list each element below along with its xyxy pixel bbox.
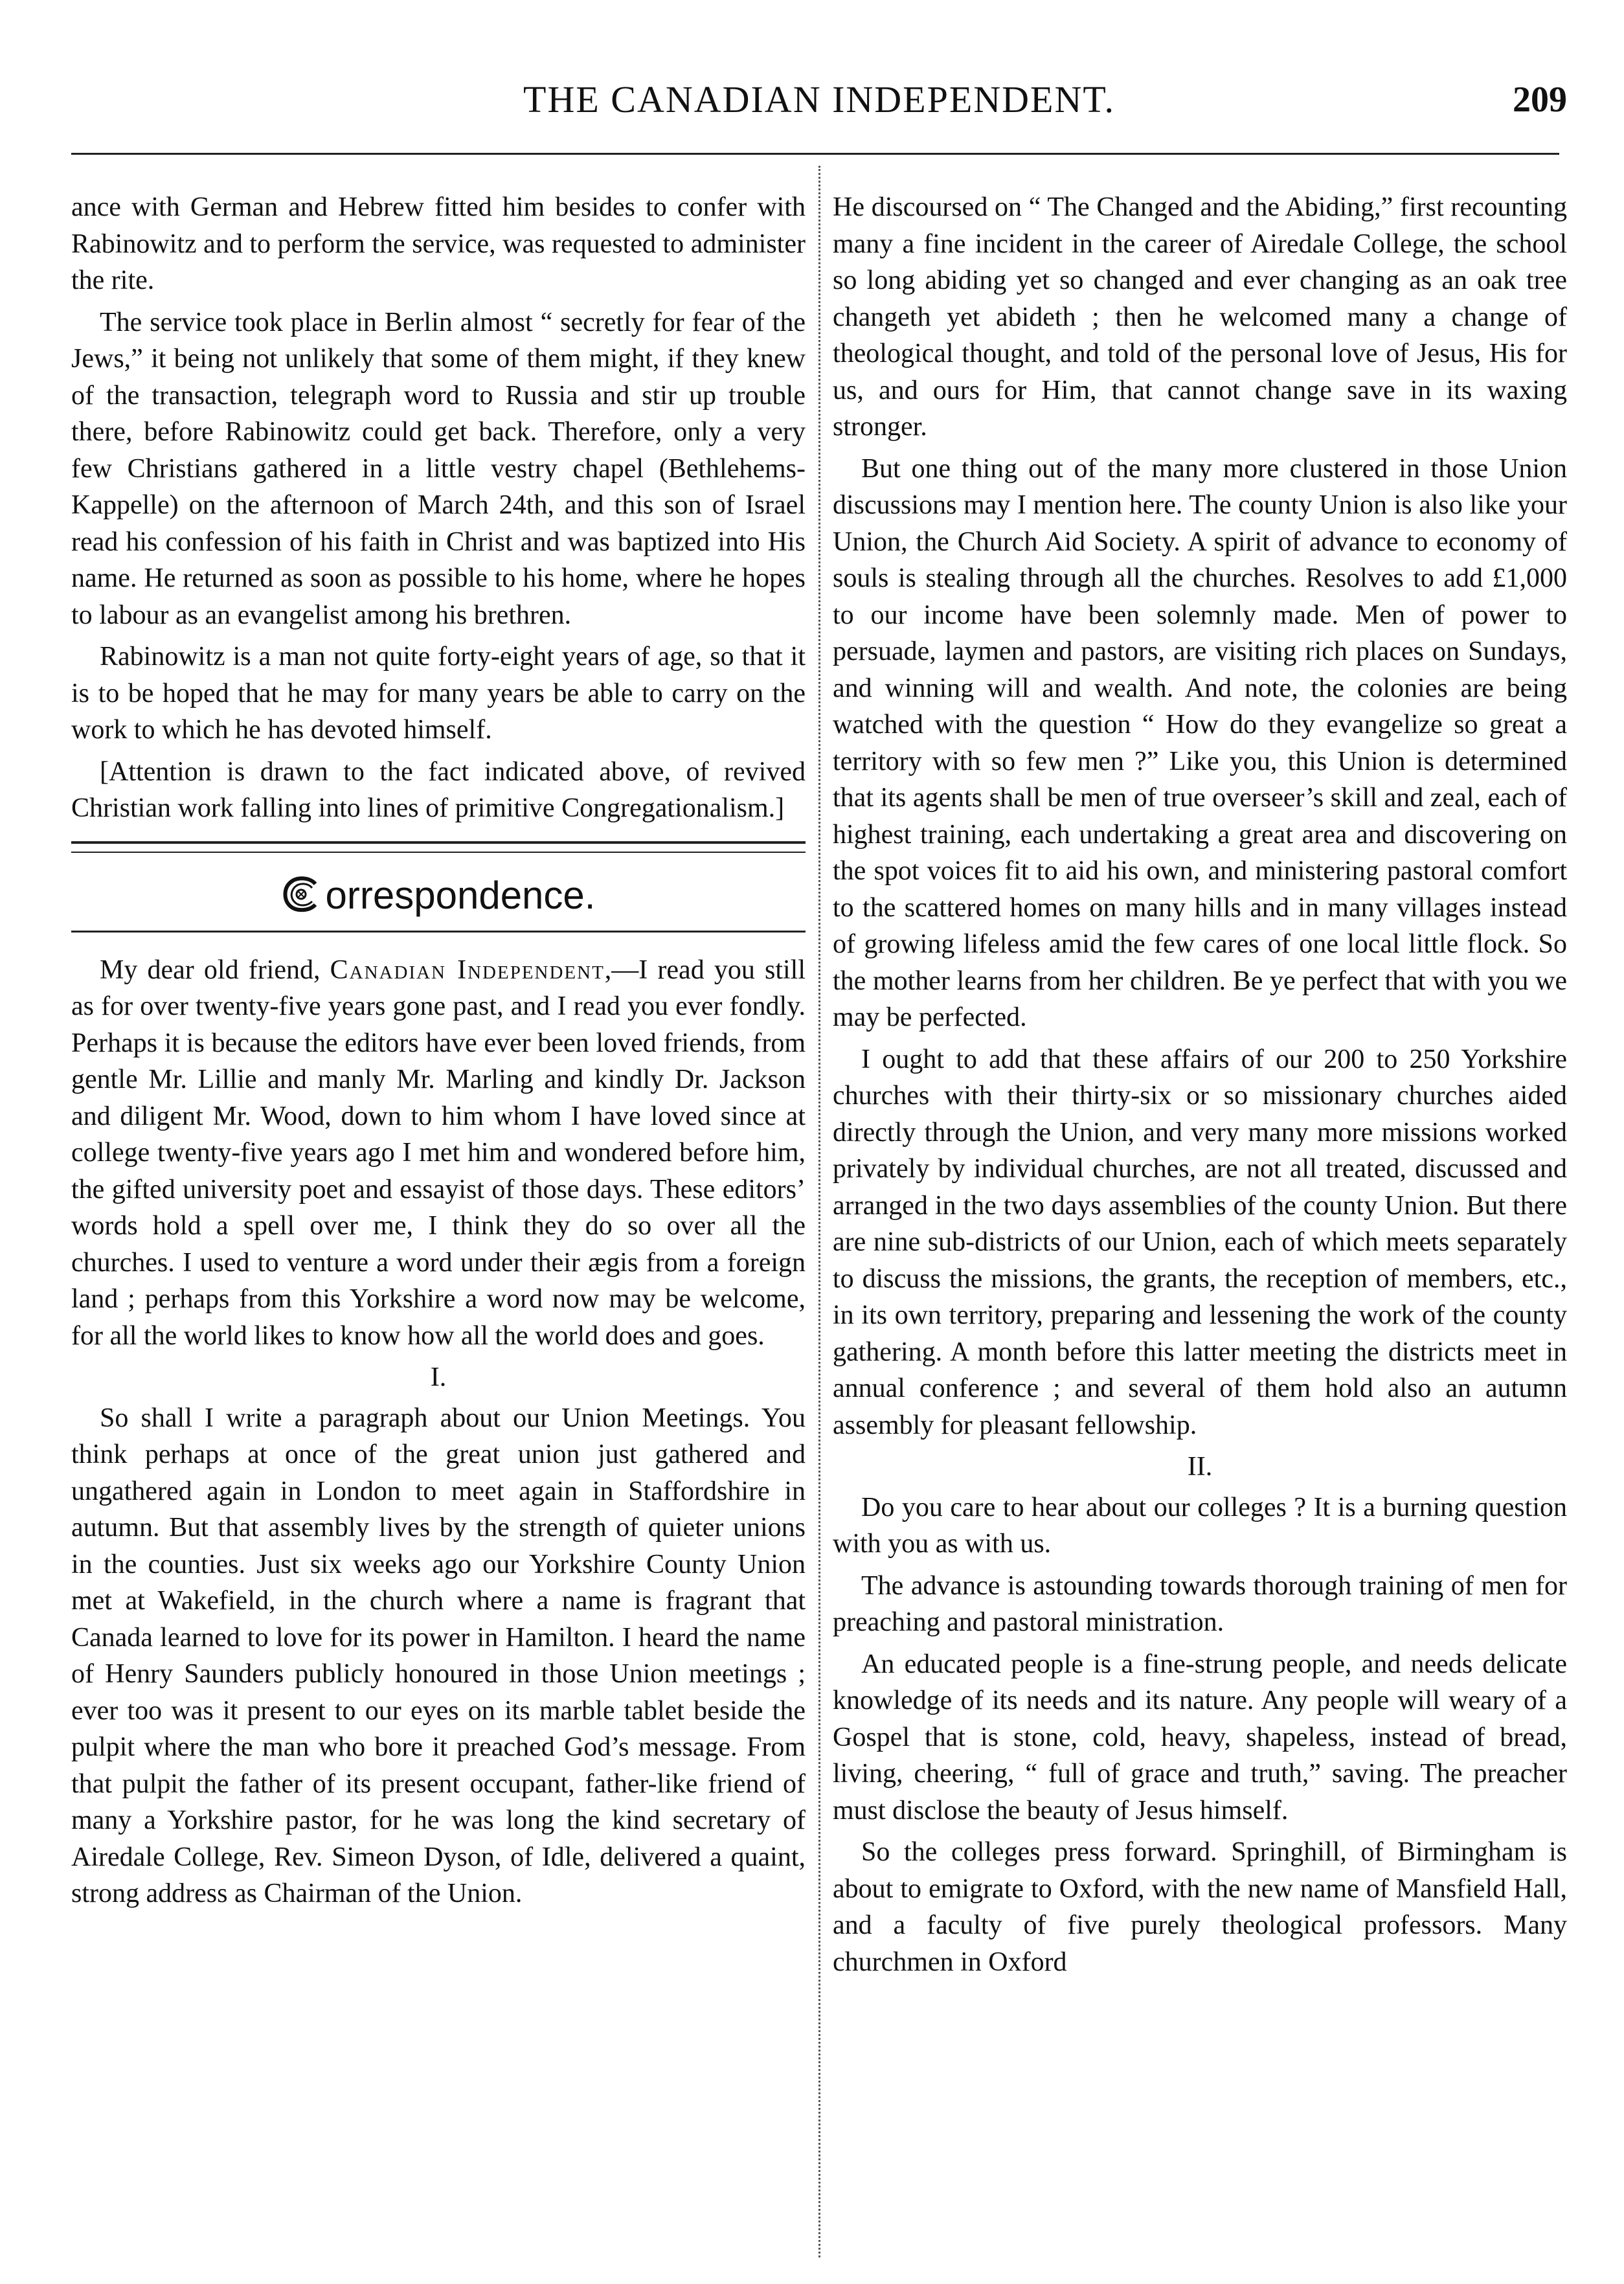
publication-title: THE CANADIAN INDEPENDENT. [523,78,1115,120]
right-paragraph-5: The advance is astounding towards thorough training of men for preaching and pastoral ministration. [833,1570,1567,1637]
right-paragraph-2: But one thing out of the many more clustered in those Union discussions may I mention here. The county Union is also like your Union, the Church Aid Society. A spirit of advance to economy of souls is stealing through all the churches. Resolves to add £1,000 to our income have been solemnly made. Men of power to persuade, laymen and pastors, are visiting rich places on Sundays, and winning will and wealth. And note, the colonies are being watched with the question “ How do they evangelize so great a territory with so few men ?” Like you, this Union is determined that its agents shall be men of true overseer’s skill and zeal, each of highest training, each undertaking a great area and discovering on the spot voices fit to aid his own, and ministering pastoral comfort to the scattered homes on many hills and in many villages instead of growing lifeless amid the few cares of one local little flock. So the mother learns from her children. Be ye perfect that with you we may be perfected. [833,453,1567,1032]
greeting-name: Canadian Independent [330,955,605,985]
right-paragraph-4: Do you care to hear about our colleges ? It is a burning question with you as with us. [833,1492,1567,1559]
section-heading-text: orrespondence. [325,873,596,917]
greeting-prefix: My dear old friend, [100,955,330,985]
left-paragraph-6: So shall I write a paragraph about our Union Meetings. You think perhaps at once of the great union just gathered and ungathered again in London to meet again in Staffordshire in autumn. But that assembly lives by the strength of quieter unions in the counties. Just six weeks ago our Yorkshire County Union met at Wakefield, in the church where a name is fragrant that Canada learned to love for its power in Hamilton. I heard the name of Henry Saunders publicly honoured in those Union meetings ; ever too was it present to our eyes on its marble tablet beside the pulpit where the man who bore it preached God’s message. From that pulpit the father of its present occupant, father-like friend of many a Yorkshire pastor, for he was long the kind secretary of Airedale College, Rev. Simeon Dyson, of Idle, delivered a quaint, strong address as Chairman of the Union. [71,1403,806,1908]
decorative-c-icon [282,875,324,914]
column-divider [818,166,820,2257]
right-column [833,189,1567,1985]
left-paragraph-1: ance with German and Hebrew fitted him besides to confer with Rabinowitz and to perform the service, was requested to administer the rite. [71,192,806,295]
section-number-1: I. [430,1362,447,1392]
letter-opening-paragraph [71,952,806,1355]
right-paragraph-6: An educated people is a fine-strung people, and needs delicate knowledge of its needs and its nature. Any people will weary of a Gospel that is stone, cold, heavy, shapeless, instead of bread, living, cheering, “ full of grace and truth,” saving. The preacher must disclose the beauty of Jesus himself. [833,1649,1567,1826]
left-column [71,189,806,1917]
header-rule [71,153,1559,155]
right-paragraph-1: He discoursed on “ The Changed and the Abiding,” first recounting many a fine incident in the career of Airedale College, the school so long abiding yet so changed and ever changing as an oak tree changeth yet abideth ; then he welcomed many a change of theological thought, and told of the personal love of Jesus, His for us, and ours for Him, that cannot change save in its waxing stronger. [833,192,1567,442]
page-number: 209 [1513,80,1567,120]
section-number-2: II. [1187,1452,1213,1482]
greeting-rest: ,—I read you still as for over twenty-five years gone past, and I read you ever fondly. Perhaps it is because the editors have ever been loved friends, from gentle Mr. Lillie and manly Mr. Marling and kindly Dr. Jackson and diligent Mr. Wood, down to him whom I have loved since at college twenty-five years ago I met him and wondered before him, the gifted university poet and essayist of those days. These editors’ words hold a spell over me, I think they do so over all the churches. I used to venture a word under their ægis from a foreign land ; perhaps from this Yorkshire a word now may be welcome, for all the world likes to know how all the world does and goes. [71,955,806,1351]
page-header [71,76,1567,128]
section-heading [71,871,806,920]
right-paragraph-7: So the colleges press forward. Springhill, of Birmingham is about to emigrate to Oxford, with the new name of Mansfield Hall, and a faculty of five purely theological professors. Many churchmen in Oxford [833,1837,1567,1977]
section-title-rule [71,931,806,933]
left-paragraph-3: Rabinowitz is a man not quite forty-eight years of age, so that it is to be hoped that he may for many years be able to carry on the work to which he has devoted himself. [71,642,806,745]
right-paragraph-3: I ought to add that these affairs of our 200 to 250 Yorkshire churches with their thirty-six or so missionary churches aided directly through the Union, and very many more missions worked privately by individual churches, are not all treated, discussed and arranged in the two days assemblies of the county Union. But there are nine sub-districts of our Union, each of which meets separately to discuss the missions, the grants, the reception of members, etc., in its own territory, preparing and lessening the work of the county gathering. A month before this latter meeting the districts meet in annual conference ; and several of them hold also an autumn assembly for pleasant fellowship. [833,1044,1567,1440]
left-paragraph-2: The service took place in Berlin almost “ secretly for fear of the Jews,” it being not unlikely that some of them might, if they knew of the transaction, telegraph word to Russia and stir up trouble there, before Rabinowitz could get back. Therefore, only a very few Christians gathered in a little vestry chapel (Bethlehems-Kappelle) on the afternoon of March 24th, and this son of Israel read his confession of his faith in Christ and was baptized into His name. He returned as soon as possible to his home, where he hopes to labour as an evangelist among his brethren. [71,307,806,630]
section-rule [71,841,806,853]
left-paragraph-4: [Attention is drawn to the fact indicated above, of revived Christian work falling into lines of primitive Congregationalism.] [71,756,806,823]
